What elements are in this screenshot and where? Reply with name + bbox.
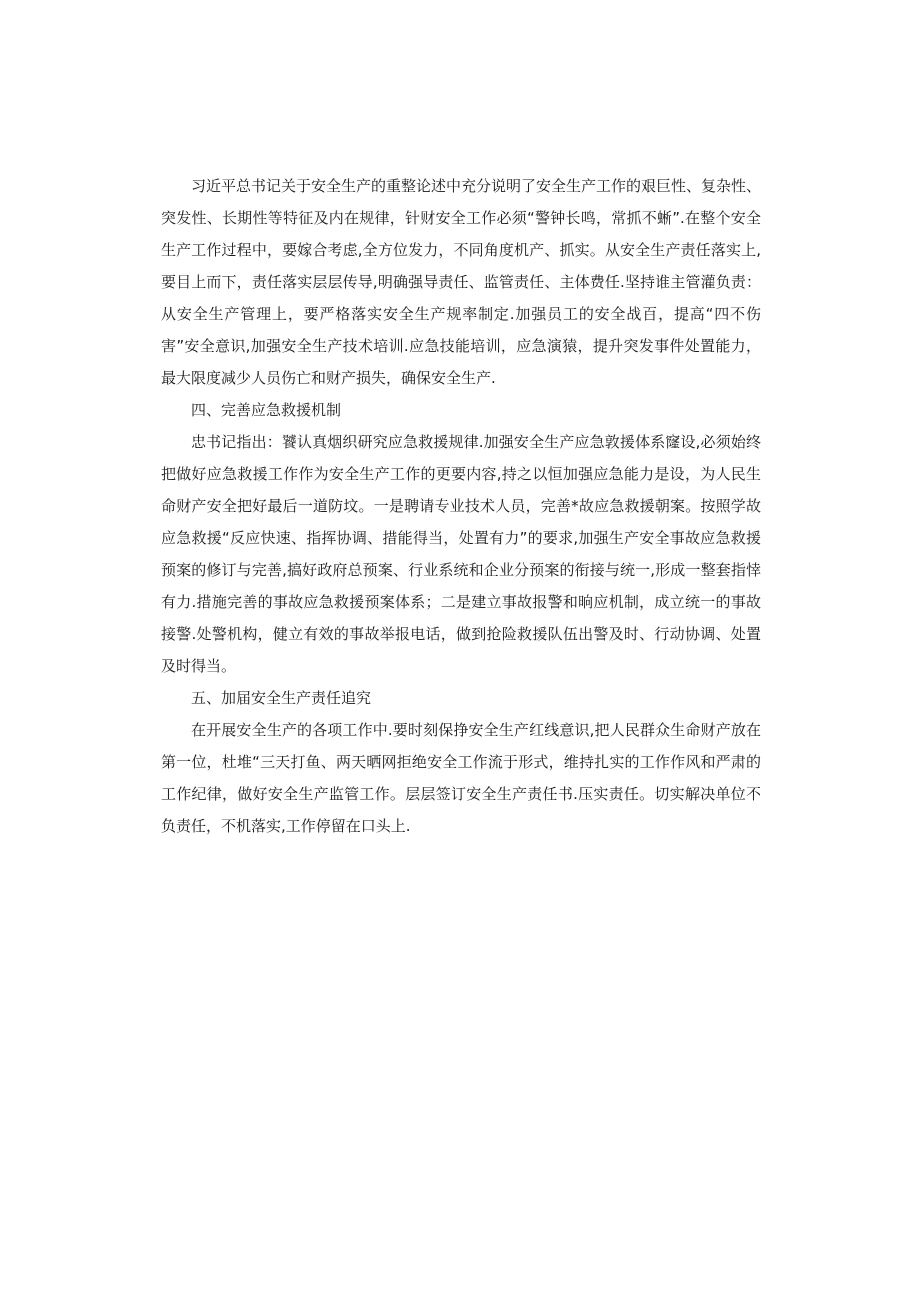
paragraph-emergency-rescue: 忠书记指出：饕认真烟织研究应急救援规律.加强安全生产应急敦援体系窿设,必须始终把做好应急救援工作作为安全生产工作的更要内容,持之以恒加强应急能力是设，为人民生命财产安全把好最后一道防坟。一是聘请专业技术人员，完善*故应急救援朝案。按照学故应急救援“反应快速、指挥协调、措能得当，处置有力”的要求,加强生产安全事故应急救援预案的修订与完善,搞好政府总预案、行业系统和企业分预案的衔接与统一,形成一整套指悻有力.措施完善的事故应急救援预案体系；二是建立事故报警和晌应机制，成立统一的事故接警.处警机构，健立有效的事故举报电话，做到抢险救援队伍出警及时、行动协调、处置及时得当。	[161, 433, 761, 675]
section-heading-5: 五、加届安全生产责任追究	[191, 689, 372, 707]
paragraph-accountability: 在开展安全生产的各项工作中.要时刻保挣安全生产红线意识,把人民群众生命财产放在第一位，杜堆“三天打鱼、两天晒网拒绝安全工作流于形式，维持扎实的工作作风和严肃的工作纪律，做好安全生产监管工作。层层签订安全生产责任书.压实责任。切实解决单位不负责任，不机落实,工作停留在口头上.	[161, 721, 761, 835]
section-heading-4: 四、完善应急救援机制	[191, 401, 342, 419]
document-body	[161, 170, 761, 842]
paragraph-safety-production: 习近平总书记关于安全生产的重整论述中充分说明了安全生产工作的艰巨性、复杂性、突发性、长期性等特征及内在规律，针财安全工作必须“警钟长鸣，常抓不蜥”.在整个安全生产工作过程中，要嫁合考虑,全方位发力，不同角度机产、抓实。从安全生产责任落实上,要目上而下，责任落实层层传导,明确强导责任、监管责任、主体费任.坚持谁主管灌负责：从安全生产管理上，要严格落实安全生产规率制定.加强员工的安全战百，提高“四不伤害”安全意识,加强安全生产技术培训.应急技能培训，应急演猿，提升突发事件处置能力，最大限度减少人员伤亡和财产损失，确保安全生产.	[161, 177, 762, 387]
